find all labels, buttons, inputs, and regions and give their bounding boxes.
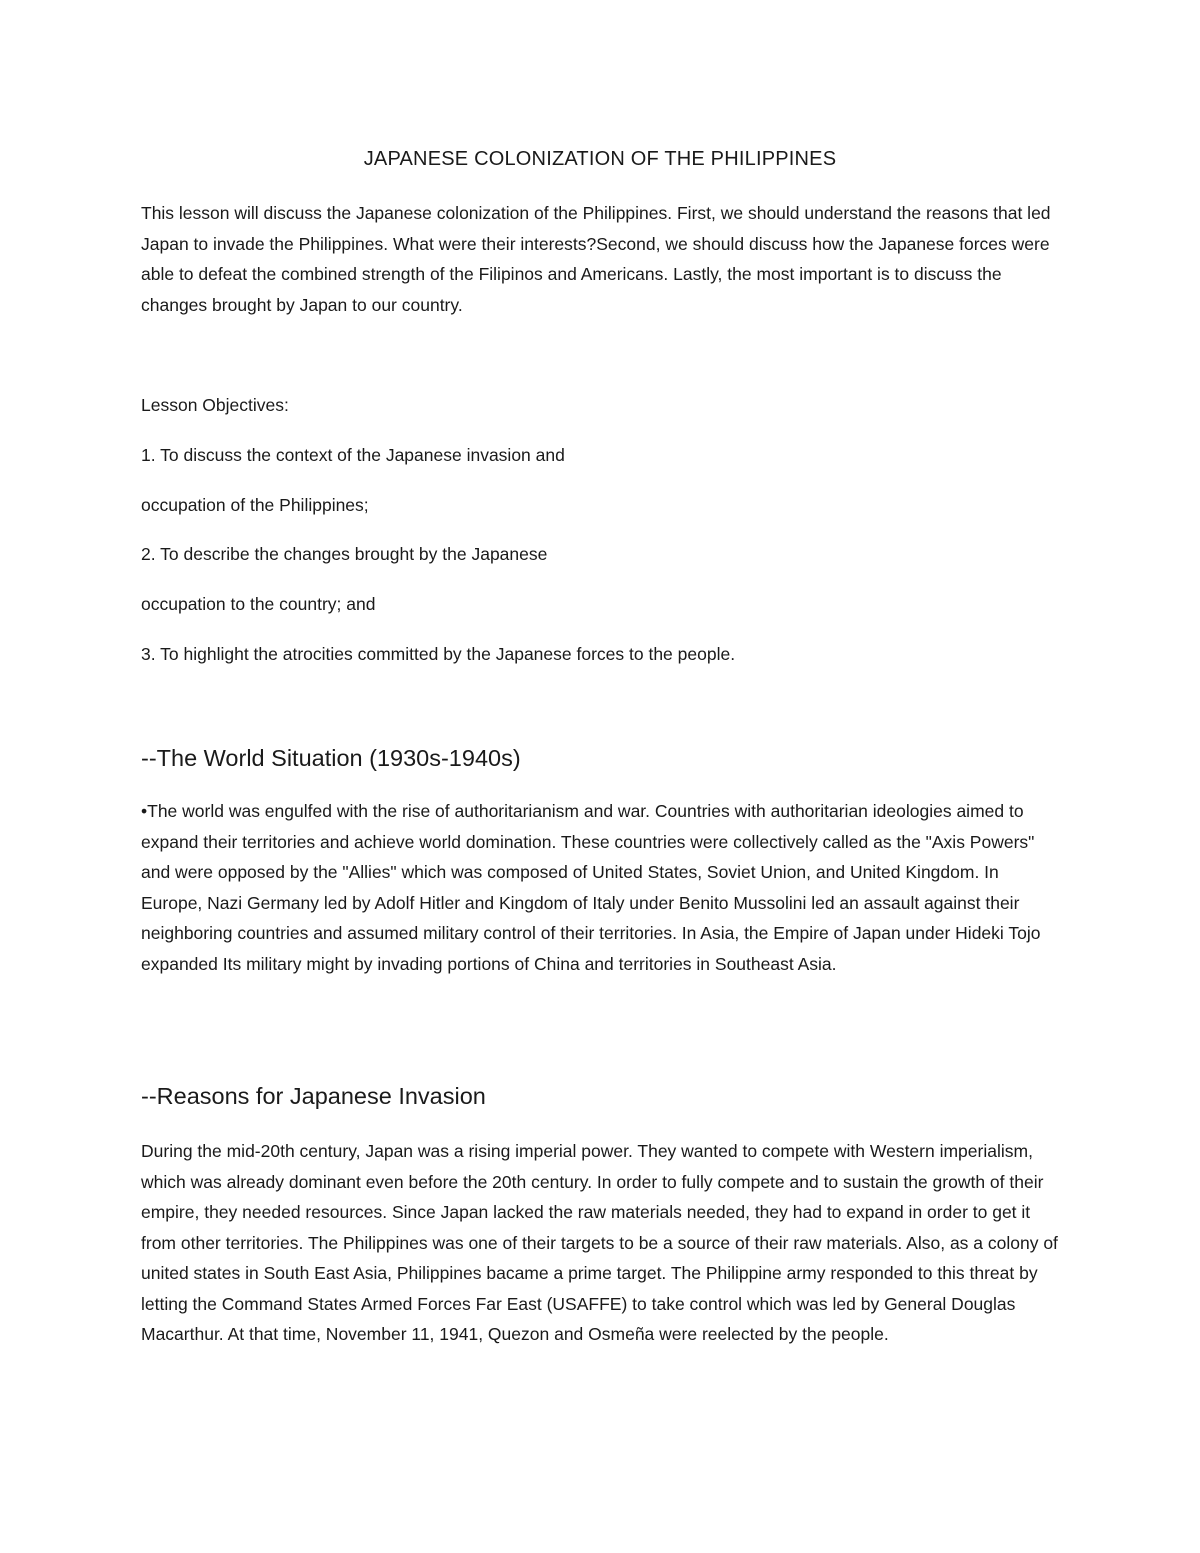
intro-section	[141, 198, 1061, 320]
world-situation-body	[141, 796, 1061, 979]
section-heading: --Reasons for Japanese Invasion	[141, 1083, 486, 1109]
objective-line-text: 2. To describe the changes brought by the Japanese	[141, 544, 548, 564]
section-paragraph: During the mid-20th century, Japan was a rising imperial power. They wanted to compete with Western imperialism, which was already dominant even before the 20th century. In order to fully compete and to sustain the growth of their empire, they needed resources. Since Japan lacked the raw materials needed, they had to expand in order to get it from other territories. The Philippines was one of their targets to be a source of their raw materials. Also, as a colony of united states in South East Asia, Philippines bacame a prime target. The Philippine army responded to this threat by letting the Command States Armed Forces Far East (USAFFE) to take control which was led by General Douglas Macarthur. At that time, November 11, 1941, Quezon and Osmeña were reelected by the people.	[141, 1141, 1058, 1344]
objective-line-text: occupation of the Philippines;	[141, 495, 369, 515]
document-title: JAPANESE COLONIZATION OF THE PHILIPPINES	[363, 148, 837, 170]
intro-paragraph: This lesson will discuss the Japanese colonization of the Philippines. First, we should understand the reasons that led Japan to invade the Philippines. What were their interests?Second, we should discuss how the Japanese forces were able to defeat the combined strength of the Filipinos and Americans. Lastly, the most important is to discuss the changes brought by Japan to our country.	[141, 203, 1051, 315]
world-situation-section	[141, 743, 1061, 773]
invasion-reasons-section	[141, 1081, 1061, 1111]
invasion-reasons-body	[141, 1136, 1061, 1350]
objective-line	[141, 592, 1061, 616]
objective-line	[141, 493, 1061, 517]
section-paragraph: •The world was engulfed with the rise of authoritarianism and war. Countries with authoritarian ideologies aimed to expand their territories and achieve world domination. These countries were collectively called as the "Axis Powers" and were opposed by the "Allies" which was composed of United States, Soviet Union, and United Kingdom. In Europe, Nazi Germany led by Adolf Hitler and Kingdom of Italy under Benito Mussolini led an assault against their neighboring countries and assumed military control of their territories. In Asia, the Empire of Japan under Hideki Tojo expanded Its military might by invading portions of China and territories in Southeast Asia.	[141, 801, 1041, 974]
objective-line-text: 1. To discuss the context of the Japanese invasion and	[141, 445, 565, 465]
objective-line	[141, 443, 1061, 467]
section-heading: --The World Situation (1930s-1940s)	[141, 745, 521, 771]
lesson-objectives	[141, 393, 1061, 417]
objective-line-text: occupation to the country; and	[141, 594, 376, 614]
objective-line-text: 3. To highlight the atrocities committed by the Japanese forces to the people.	[141, 644, 736, 664]
objective-line	[141, 642, 1061, 666]
objective-line	[141, 542, 1061, 566]
objectives-heading: Lesson Objectives:	[141, 395, 289, 415]
